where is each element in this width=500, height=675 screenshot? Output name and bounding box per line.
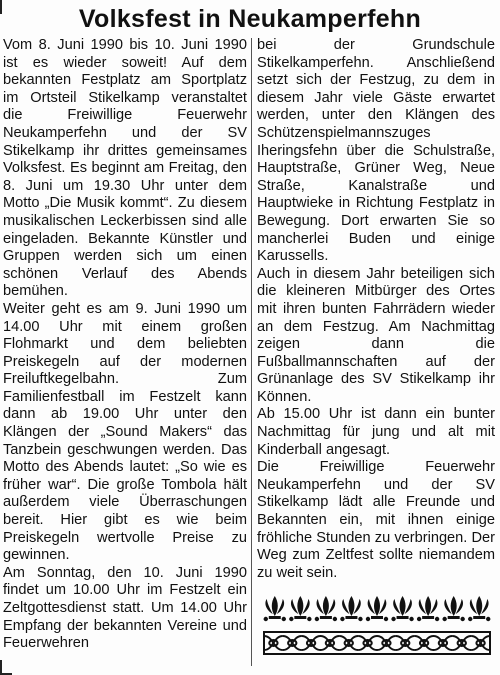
interlace-strand	[415, 636, 434, 650]
decorative-border-ornament-icon	[262, 592, 492, 662]
article-paragraph: Vom 8. Juni 1990 bis 10. Juni 1990 ist es wieder soweit! Auf dem bekannten Festplatz am Sportplatz im Ortsteil Stikelkamp veranstaltet die Freiwillige Feuerwehr Neukamperfehn und der SV Stikelkamp ihr drittes gemeinsames Volksfest. Es beginnt am Freitag, den 8. Juni um 19.30 Uhr unter dem Motto „Die Musik kommt“. Zu diesem musikalischen Leckerbissen sind alle eingeladen. Bekannte Künstler und Gruppen werden sich um einen schönen Verlauf des Abends bemühen.	[3, 37, 247, 300]
interlace-strand	[264, 636, 283, 650]
palmette-ornament	[264, 596, 286, 621]
interlace-strand	[321, 636, 340, 650]
article-paragraph: Weiter geht es am 9. Juni 1990 um 14.00 Uhr mit einem großen Flohmarkt und dem beliebten Preiskegeln auf der modernen Freiluftkegelbahn. Zum Familienfestball im Festzelt kann dann ab 19.00 Uhr unter den Klängen der „Sound Makers“ das Tanzbein geschwungen werden. Das Motto des Abends lautet: „So wie es früher war“. Die große Tombola hält außerdem viele Überraschungen bereit. Hier gibt es wie beim Preiskegeln wertvolle Preise zu gewinnen.	[3, 300, 247, 564]
palmette-ornament	[289, 596, 311, 621]
interlace-strand	[339, 636, 358, 650]
interlace-strand	[377, 636, 396, 650]
column-divider	[251, 38, 252, 666]
interlace-strand	[302, 636, 321, 650]
interlace-strand	[452, 636, 471, 650]
interlace-strand	[396, 636, 415, 650]
interlace-strand	[434, 636, 453, 650]
palmette-ornament	[391, 596, 413, 621]
article-paragraph: Auch in diesem Jahr beteiligen sich die kleineren Mitbürger des Ortes mit ihren bunten Fahrrädern wieder an dem Festzug. Am Nachmittag zeigen dann die Fußballmannschaften auf der Grünanlage des SV Stikelkamp ihr Können.	[257, 265, 495, 405]
interlace-strand	[283, 636, 302, 650]
palmette-ornament	[366, 596, 388, 621]
palmette-ornament	[315, 596, 337, 621]
article-paragraph: Ab 15.00 Uhr ist dann ein bunter Nachmittag für jung und alt mit Kinderball angesagt.	[257, 406, 495, 458]
article-column-right	[257, 37, 495, 582]
palmette-ornament	[468, 596, 490, 621]
palmette-ornament	[340, 596, 362, 621]
article-title: Volksfest in Neukamperfehn	[78, 5, 422, 33]
palmette-ornament	[442, 596, 464, 621]
interlace-strand	[471, 636, 490, 650]
frame-edge-bottom	[0, 660, 12, 675]
article-paragraph: bei der Grundschule Stikelkamperfehn. Anschließend setzt sich der Festzug, zu dem in diesem Jahr viele Gäste erwartet werden, unter den Klängen des Schützenspielmannszuges Iheringsfehn über die Schulstraße, Hauptstraße, Grüner Weg, Neue Straße, Kanalstraße und Hauptwieke in Richtung Festplatz in Bewegung. Dort erwarten Sie so mancherlei Buden und einige Karussells.	[257, 37, 495, 265]
article-paragraph: Die Freiwillige Feuerwehr Neukamperfehn und der SV Stikelkamp lädt alle Freunde und Bekannten ein, mit ihnen einige fröhliche Stunden zu verbringen. Der Weg zum Zeltfest sollte niemandem zu weit sein.	[257, 459, 495, 581]
article-column-left	[3, 37, 247, 653]
article-paragraph: Am Sonntag, den 10. Juni 1990 findet um 10.00 Uhr im Festzelt ein Zeltgottesdienst statt. Um 14.00 Uhr Empfang der bekannten Vereine und Feuerwehren	[3, 564, 247, 652]
interlace-strand	[358, 636, 377, 650]
palmette-ornament	[417, 596, 439, 621]
